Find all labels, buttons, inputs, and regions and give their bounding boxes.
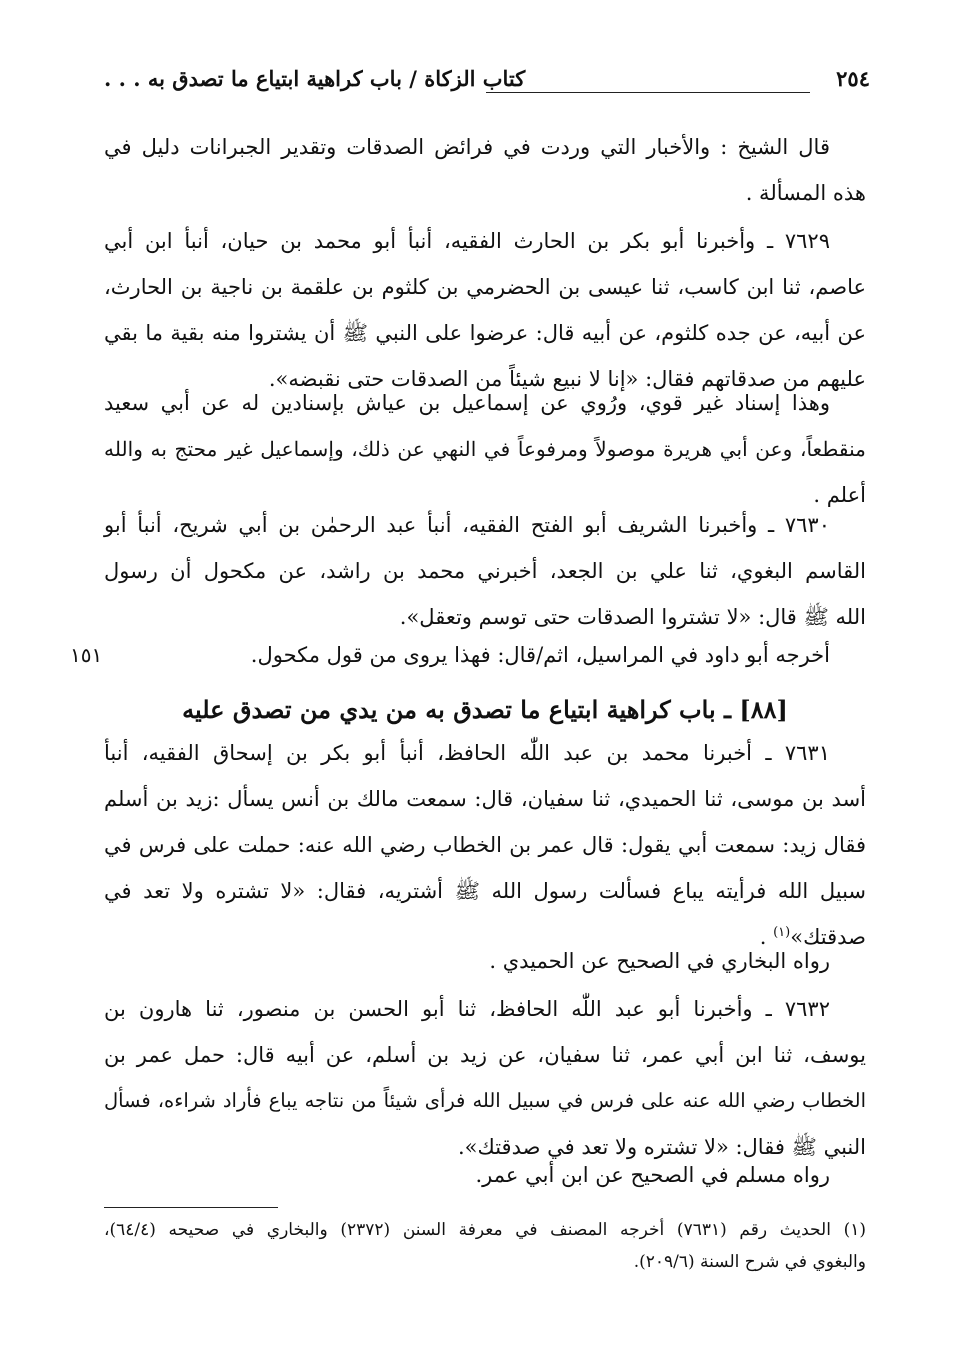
sheikh-comment: [104, 124, 866, 216]
text-line: الله ﷺ قال: «لا تشتروا الصدقات حتى توسم وتعقل».: [399, 605, 866, 629]
running-header: [104, 60, 870, 104]
hadith-7629: [104, 218, 866, 402]
hadith-7630: [104, 502, 866, 640]
text-line: قال الشيخ : والأخبار التي وردت في فرائض الصدقات وتقدير الجبرانات دليل في: [104, 135, 830, 159]
text-line: رواه مسلم في الصحيح عن ابن أبي عمر.: [475, 1163, 830, 1187]
text-line: هذه المسألة .: [745, 181, 866, 205]
text-line: ٧٦٣٢ ـ وأخبرنا أبو عبد اللّٰه الحافظ، ثنا أبو الحسن بن منصور، ثنا هارون بن: [104, 997, 830, 1021]
isnad-comment: [104, 380, 866, 518]
text-line: يوسف، ثنا ابن أبي عمر، ثنا سفيان، عن زيد بن أسلم، عن أبيه قال: حمل عمر بن: [104, 1043, 866, 1067]
text-line: ٧٦٣٠ ـ وأخبرنا الشريف أبو الفتح الفقيه، أنبأ عبد الرحمٰن بن أبي شريح، أنبأ أبو: [104, 513, 830, 537]
footnote-separator: [104, 1207, 278, 1208]
text-line: عاصم، ثنا ابن كاسب، ثنا عيسى بن الحضرمي بن كلثوم بن علقمة بن ناجية بن الحارث،: [104, 275, 866, 299]
page-number: ٢٥٤: [836, 66, 870, 91]
hadith-7632: [104, 986, 866, 1170]
chapter-heading: [٨٨] ـ باب كراهية ابتياع ما تصدق به من يدي من تصدق عليه: [182, 695, 788, 724]
muslim-attribution: [104, 1152, 866, 1198]
text-line: ٧٦٢٩ ـ وأخبرنا أبو بكر بن الحارث الفقيه، أنبأ أبو محمد بن حيان، أنبأ ابن أبي: [104, 229, 830, 253]
header-rule: [486, 92, 810, 93]
text-line: منقطعاً، وعن أبي هريرة موصولاً ومرفوعاً في النهي عن ذلك، وإسماعيل غير محتج به والله: [104, 437, 866, 461]
text-line: الخطاب رضي الله عنه على فرس في سبيل الله فرأى شيئاً من نتاجه يباع فأراد شراءه، فسأل: [104, 1089, 866, 1112]
footnote-reference: (١): [773, 925, 791, 940]
margin-page-marker: ١٥١: [70, 643, 103, 667]
running-title: كتاب الزكاة / باب كراهية ابتياع ما تصدق به . . .: [104, 66, 526, 91]
text-line: عن أبيه، عن جده كلثوم، عن أبيه قال: عرضوا على النبي ﷺ أن يشتروا منه بقية ما بقي: [104, 321, 866, 345]
text-fragment: صدقتك»: [790, 925, 866, 949]
bukhari-attribution: [104, 938, 866, 984]
text-line: القاسم البغوي، ثنا علي بن الجعد، أخبرني محمد بن راشد، عن مكحول أن رسول: [104, 559, 866, 583]
text-line: عليهم من صدقاتهم فقال: «إنا لا نبيع شيئاً من الصدقات حتى نقبضه».: [268, 367, 866, 391]
hadith-7631: [104, 730, 866, 960]
text-line: فقال زيد: سمعت أبي يقول: قال عمر بن الخطاب رضي الله عنه: حملت على فرس في: [104, 833, 866, 857]
text-line: سبيل الله فرأيته يباع فسألت رسول الله ﷺ أشتريه، فقال: «لا تشتره ولا تعد في: [104, 879, 866, 903]
text-line: ٧٦٣١ ـ أخبرنا محمد بن عبد اللّٰه الحافظ، أنبأ أبو بكر بن إسحاق الفقيه، أنبأ: [104, 741, 830, 765]
text-line: أسد بن موسى، ثنا الحميدي، ثنا سفيان، قال: سمعت مالك بن أنس يسأل :زيد بن أسلم: [104, 787, 866, 811]
abu-dawud-note: [104, 632, 866, 678]
footnotes: [104, 1214, 866, 1278]
footnote-line: والبغوي في شرح السنة (٢٠٩/٦).: [633, 1252, 866, 1272]
footnote-line: (١) الحديث رقم (٧٦٣١) أخرجه المصنف في معرفة السنن (٢٣٧٢) والبخاري في صحيحه (٦٤/٤)،: [104, 1220, 866, 1240]
text-line: رواه البخاري في الصحيح عن الحميدي .: [489, 949, 830, 973]
text-line: وهذا إسناد غير قوي، ورُوي عن إسماعيل بن عياش بإسنادين له عن أبي سعيد: [104, 391, 830, 415]
text-line: أخرجه أبو داود في المراسيل، اثم/قال: فهذا يروى من قول مكحول.: [250, 643, 830, 667]
text-line: النبي ﷺ فقال: «لا تشتره ولا تعد في صدقتك».: [457, 1135, 866, 1159]
text-line: أعلم .: [813, 483, 866, 507]
text-fragment: .: [759, 925, 774, 949]
